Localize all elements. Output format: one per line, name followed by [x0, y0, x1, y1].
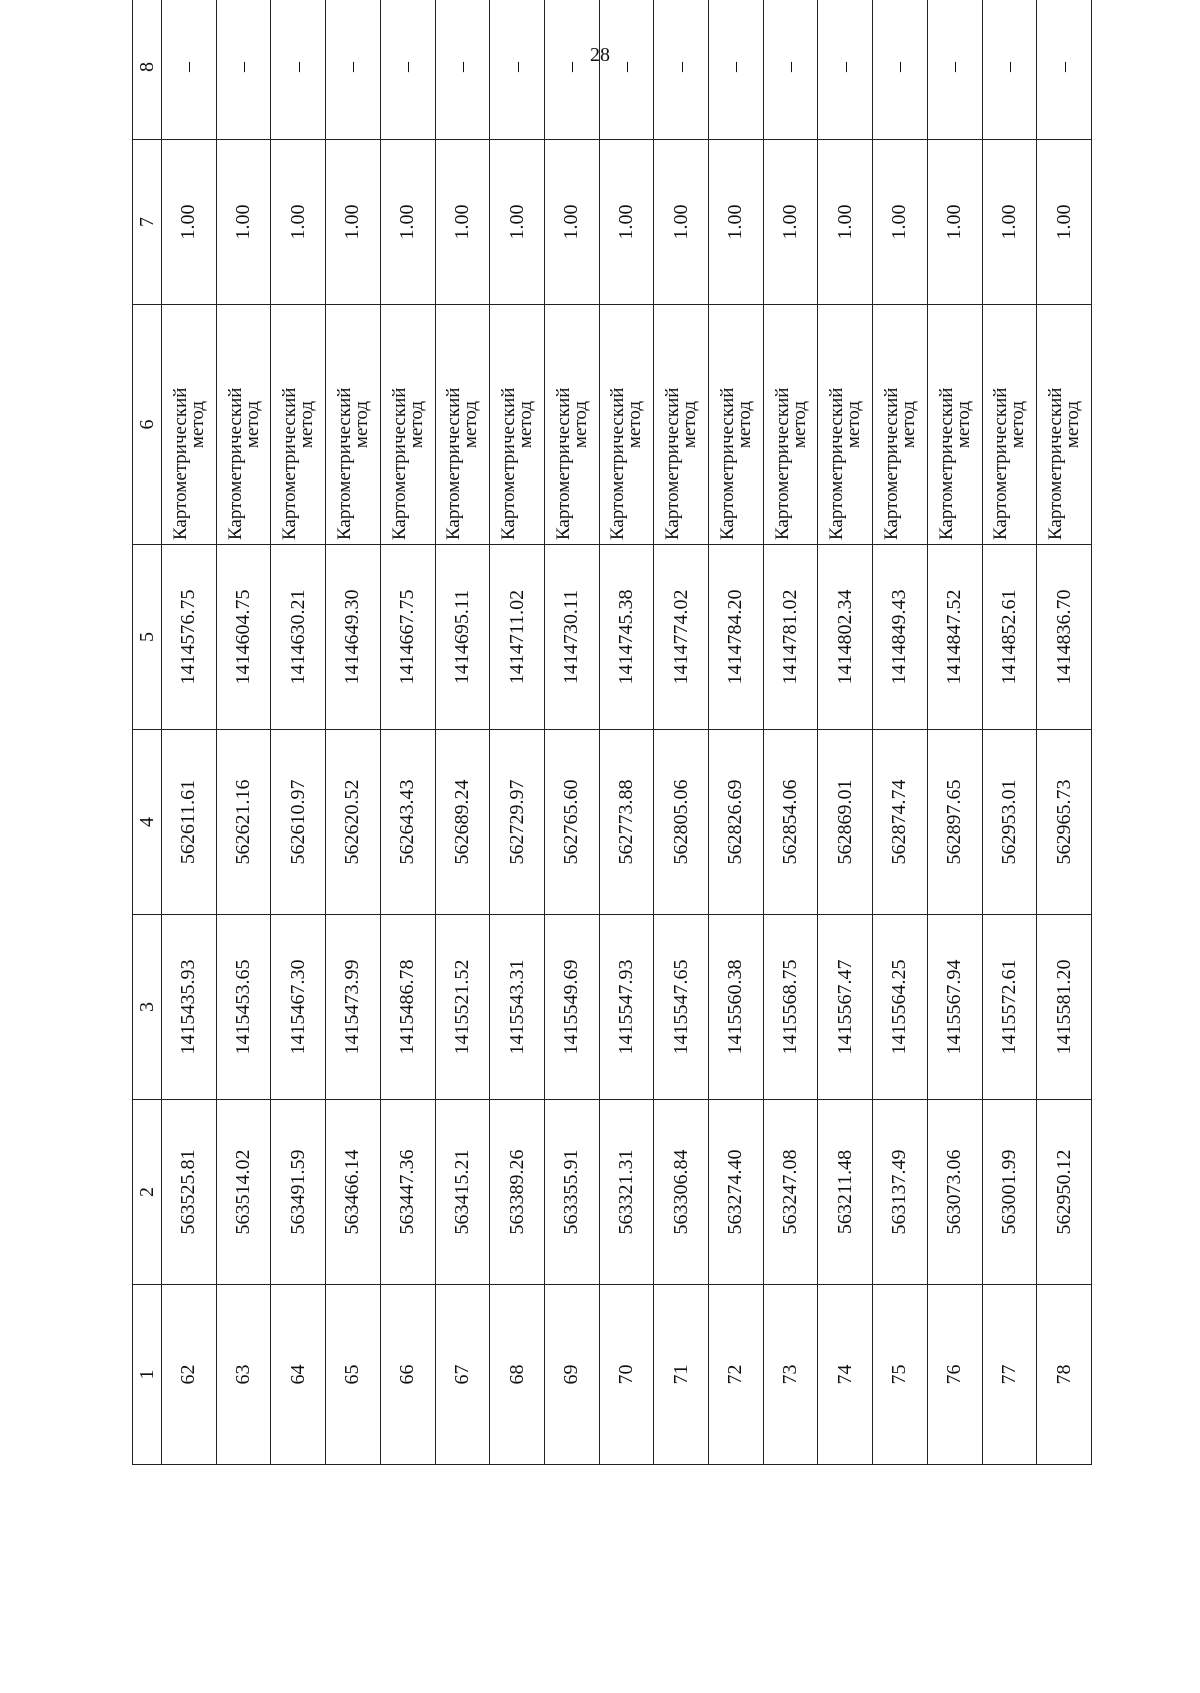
table-cell-col1: 69	[544, 1285, 599, 1465]
table-row	[599, 0, 654, 1465]
table-cell-col1: 68	[490, 1285, 545, 1465]
table-cell-col1: 70	[599, 1285, 654, 1465]
method-line-1: Картометрический	[880, 387, 902, 540]
table-cell-method	[873, 305, 928, 545]
table-cell-col4: 562765.60	[544, 730, 599, 915]
table-cell-method	[818, 305, 873, 545]
table-cell-col2: 563415.21	[435, 1100, 490, 1285]
header-cell-8: 8	[133, 0, 162, 140]
table-cell-col5: 1414774.02	[654, 545, 709, 730]
table-cell-col8: –	[927, 0, 982, 140]
table-cell-col2: 563211.48	[818, 1100, 873, 1285]
table-cell-method	[763, 305, 818, 545]
table-cell-col7: 1.00	[162, 140, 217, 305]
table-cell-col2: 563073.06	[927, 1100, 982, 1285]
method-line-2: метод	[679, 400, 701, 449]
table-cell-col1: 62	[162, 1285, 217, 1465]
table-cell-method	[435, 305, 490, 545]
table-header	[133, 0, 162, 1465]
table-cell-col4: 562689.24	[435, 730, 490, 915]
rotated-table-frame	[132, 62, 1092, 1465]
table-cell-col3: 1415549.69	[544, 915, 599, 1100]
table-cell-col1: 73	[763, 1285, 818, 1465]
table-cell-col7: 1.00	[763, 140, 818, 305]
table-cell-col5: 1414711.02	[490, 545, 545, 730]
table-cell-col4: 562773.88	[599, 730, 654, 915]
method-line-1: Картометрический	[443, 387, 465, 540]
table-cell-col8: –	[435, 0, 490, 140]
table-cell-col7: 1.00	[654, 140, 709, 305]
table-cell-col8: –	[162, 0, 217, 140]
table-cell-col5: 1414781.02	[763, 545, 818, 730]
table-cell-col4: 562953.01	[982, 730, 1037, 915]
table-cell-col5: 1414849.43	[873, 545, 928, 730]
method-line-1: Картометрический	[224, 387, 246, 540]
table-cell-col2: 563137.49	[873, 1100, 928, 1285]
table-cell-method	[1037, 305, 1092, 545]
method-line-2: метод	[788, 400, 810, 449]
table-cell-col2: 563355.91	[544, 1100, 599, 1285]
table-cell-col7: 1.00	[380, 140, 435, 305]
table-row	[763, 0, 818, 1465]
table-cell-col8: –	[271, 0, 326, 140]
table-cell-col7: 1.00	[216, 140, 271, 305]
method-line-1: Картометрический	[826, 387, 848, 540]
table-cell-col8: –	[599, 0, 654, 140]
table-cell-col3: 1415564.25	[873, 915, 928, 1100]
table-cell-method	[982, 305, 1037, 545]
table-cell-col8: –	[873, 0, 928, 140]
method-line-2: метод	[624, 400, 646, 449]
coordinates-table	[132, 0, 1092, 1465]
table-cell-method	[544, 305, 599, 545]
table-row	[544, 0, 599, 1465]
table-cell-col5: 1414630.21	[271, 545, 326, 730]
table-row	[271, 0, 326, 1465]
table-cell-col1: 75	[873, 1285, 928, 1465]
table-cell-method	[271, 305, 326, 545]
table-cell-col4: 562611.61	[162, 730, 217, 915]
table-cell-col5: 1414847.52	[927, 545, 982, 730]
table-cell-col1: 64	[271, 1285, 326, 1465]
table-cell-col8: –	[326, 0, 381, 140]
table-cell-col7: 1.00	[818, 140, 873, 305]
table-cell-col3: 1415547.65	[654, 915, 709, 1100]
page-number: 28	[590, 44, 610, 66]
table-cell-col3: 1415486.78	[380, 915, 435, 1100]
table-cell-col3: 1415543.31	[490, 915, 545, 1100]
method-line-1: Картометрический	[169, 387, 191, 540]
table-cell-col5: 1414576.75	[162, 545, 217, 730]
table-cell-method	[380, 305, 435, 545]
header-cell-1: 1	[133, 1285, 162, 1465]
method-line-1: Картометрический	[1045, 387, 1067, 540]
table-cell-col4: 562965.73	[1037, 730, 1092, 915]
table-cell-col5: 1414649.30	[326, 545, 381, 730]
table-row	[216, 0, 271, 1465]
table-cell-col8: –	[1037, 0, 1092, 140]
method-line-1: Картометрический	[279, 387, 301, 540]
table-cell-col3: 1415547.93	[599, 915, 654, 1100]
table-cell-col3: 1415521.52	[435, 915, 490, 1100]
table-cell-col8: –	[544, 0, 599, 140]
table-cell-col7: 1.00	[709, 140, 764, 305]
table-cell-col7: 1.00	[873, 140, 928, 305]
method-line-1: Картометрический	[771, 387, 793, 540]
table-cell-col7: 1.00	[490, 140, 545, 305]
table-cell-method	[927, 305, 982, 545]
table-cell-col4: 562854.06	[763, 730, 818, 915]
table-cell-col2: 563389.26	[490, 1100, 545, 1285]
table-row	[982, 0, 1037, 1465]
table-cell-col1: 67	[435, 1285, 490, 1465]
table-cell-col5: 1414784.20	[709, 545, 764, 730]
table-cell-col7: 1.00	[326, 140, 381, 305]
table-cell-col2: 563514.02	[216, 1100, 271, 1285]
table-cell-col7: 1.00	[435, 140, 490, 305]
table-cell-col8: –	[763, 0, 818, 140]
table-cell-col7: 1.00	[1037, 140, 1092, 305]
table-cell-col3: 1415568.75	[763, 915, 818, 1100]
table-cell-col5: 1414667.75	[380, 545, 435, 730]
table-cell-col5: 1414730.11	[544, 545, 599, 730]
header-cell-3: 3	[133, 915, 162, 1100]
table-row	[709, 0, 764, 1465]
method-line-1: Картометрический	[662, 387, 684, 540]
header-cell-5: 5	[133, 545, 162, 730]
method-line-2: метод	[897, 400, 919, 449]
header-row	[133, 0, 162, 1465]
method-line-2: метод	[1007, 400, 1029, 449]
table-cell-col4: 562729.97	[490, 730, 545, 915]
table-body	[162, 0, 1092, 1465]
table-cell-col3: 1415473.99	[326, 915, 381, 1100]
method-line-1: Картометрический	[333, 387, 355, 540]
method-line-1: Картометрический	[388, 387, 410, 540]
table-row	[490, 0, 545, 1465]
table-row	[162, 0, 217, 1465]
table-cell-col4: 562874.74	[873, 730, 928, 915]
method-line-2: метод	[296, 400, 318, 449]
method-line-2: метод	[569, 400, 591, 449]
table-cell-col3: 1415467.30	[271, 915, 326, 1100]
coordinates-table-container	[132, 62, 1092, 1465]
header-cell-7: 7	[133, 140, 162, 305]
table-row	[326, 0, 381, 1465]
table-cell-col1: 63	[216, 1285, 271, 1465]
table-row	[380, 0, 435, 1465]
table-cell-col3: 1415572.61	[982, 915, 1037, 1100]
table-cell-col4: 562610.97	[271, 730, 326, 915]
table-cell-col5: 1414802.34	[818, 545, 873, 730]
table-cell-col5: 1414745.38	[599, 545, 654, 730]
table-cell-col1: 78	[1037, 1285, 1092, 1465]
table-cell-col5: 1414852.61	[982, 545, 1037, 730]
table-cell-col3: 1415581.20	[1037, 915, 1092, 1100]
table-cell-col3: 1415435.93	[162, 915, 217, 1100]
table-row	[654, 0, 709, 1465]
table-cell-col4: 562621.16	[216, 730, 271, 915]
table-cell-col7: 1.00	[982, 140, 1037, 305]
table-cell-col5: 1414695.11	[435, 545, 490, 730]
method-line-2: метод	[350, 400, 372, 449]
table-cell-col4: 562869.01	[818, 730, 873, 915]
table-cell-method	[599, 305, 654, 545]
table-cell-col1: 72	[709, 1285, 764, 1465]
method-line-2: метод	[241, 400, 263, 449]
method-line-2: метод	[460, 400, 482, 449]
table-cell-method	[654, 305, 709, 545]
method-line-2: метод	[952, 400, 974, 449]
table-cell-col2: 563525.81	[162, 1100, 217, 1285]
method-line-1: Картометрический	[935, 387, 957, 540]
method-line-2: метод	[515, 400, 537, 449]
table-cell-col1: 65	[326, 1285, 381, 1465]
table-cell-col2: 563491.59	[271, 1100, 326, 1285]
header-cell-6: 6	[133, 305, 162, 545]
table-cell-col3: 1415560.38	[709, 915, 764, 1100]
table-cell-method	[709, 305, 764, 545]
table-cell-col4: 562897.65	[927, 730, 982, 915]
method-line-2: метод	[843, 400, 865, 449]
table-cell-col8: –	[654, 0, 709, 140]
table-cell-col3: 1415567.47	[818, 915, 873, 1100]
table-cell-col8: –	[380, 0, 435, 140]
table-cell-col7: 1.00	[599, 140, 654, 305]
table-cell-col2: 563447.36	[380, 1100, 435, 1285]
table-row	[927, 0, 982, 1465]
table-cell-col7: 1.00	[271, 140, 326, 305]
table-cell-col2: 563306.84	[654, 1100, 709, 1285]
table-row	[1037, 0, 1092, 1465]
method-line-2: метод	[405, 400, 427, 449]
table-cell-col2: 563274.40	[709, 1100, 764, 1285]
table-cell-col1: 66	[380, 1285, 435, 1465]
table-cell-col4: 562620.52	[326, 730, 381, 915]
table-cell-col8: –	[818, 0, 873, 140]
header-cell-2: 2	[133, 1100, 162, 1285]
table-cell-method	[326, 305, 381, 545]
method-line-1: Картометрический	[552, 387, 574, 540]
method-line-2: метод	[733, 400, 755, 449]
method-line-2: метод	[1062, 400, 1084, 449]
table-cell-col2: 563466.14	[326, 1100, 381, 1285]
table-row	[873, 0, 928, 1465]
table-cell-col4: 562805.06	[654, 730, 709, 915]
method-line-2: метод	[186, 400, 208, 449]
method-line-1: Картометрический	[716, 387, 738, 540]
table-cell-col1: 76	[927, 1285, 982, 1465]
table-cell-col2: 563001.99	[982, 1100, 1037, 1285]
table-cell-col7: 1.00	[927, 140, 982, 305]
table-cell-method	[162, 305, 217, 545]
table-cell-col5: 1414836.70	[1037, 545, 1092, 730]
table-cell-col3: 1415567.94	[927, 915, 982, 1100]
method-line-1: Картометрический	[607, 387, 629, 540]
table-cell-col8: –	[216, 0, 271, 140]
table-cell-col1: 74	[818, 1285, 873, 1465]
method-line-1: Картометрический	[498, 387, 520, 540]
table-cell-col8: –	[982, 0, 1037, 140]
table-cell-col8: –	[709, 0, 764, 140]
table-cell-col7: 1.00	[544, 140, 599, 305]
table-cell-col2: 563321.31	[599, 1100, 654, 1285]
table-row	[435, 0, 490, 1465]
table-cell-col1: 77	[982, 1285, 1037, 1465]
table-cell-method	[490, 305, 545, 545]
table-cell-col2: 562950.12	[1037, 1100, 1092, 1285]
table-cell-col4: 562643.43	[380, 730, 435, 915]
table-cell-col1: 71	[654, 1285, 709, 1465]
header-cell-4: 4	[133, 730, 162, 915]
table-cell-col4: 562826.69	[709, 730, 764, 915]
table-cell-col3: 1415453.65	[216, 915, 271, 1100]
method-line-1: Картометрический	[990, 387, 1012, 540]
table-row	[818, 0, 873, 1465]
table-cell-method	[216, 305, 271, 545]
table-cell-col8: –	[490, 0, 545, 140]
table-cell-col2: 563247.08	[763, 1100, 818, 1285]
table-cell-col5: 1414604.75	[216, 545, 271, 730]
